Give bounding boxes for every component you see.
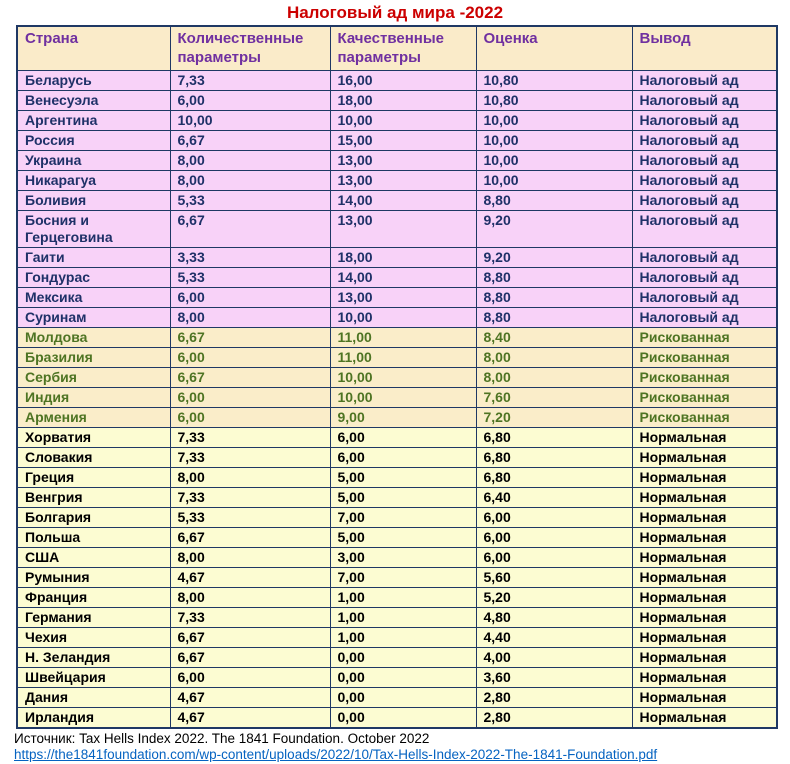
cell-qualitative: 3,00 xyxy=(330,548,476,568)
cell-score: 6,80 xyxy=(476,428,632,448)
table-row xyxy=(17,388,777,408)
cell-quantitative: 3,33 xyxy=(170,248,330,268)
cell-country: Швейцария xyxy=(17,668,170,688)
cell-verdict: Нормальная xyxy=(632,608,777,628)
table-row xyxy=(17,171,777,191)
cell-country: Ирландия xyxy=(17,708,170,729)
page-title: Налоговый ад мира -2022 xyxy=(286,3,504,22)
table-row xyxy=(17,688,777,708)
cell-verdict: Налоговый ад xyxy=(632,131,777,151)
cell-country: США xyxy=(17,548,170,568)
cell-verdict: Рискованная xyxy=(632,388,777,408)
cell-country: Чехия xyxy=(17,628,170,648)
cell-country: Франция xyxy=(17,588,170,608)
cell-verdict: Налоговый ад xyxy=(632,151,777,171)
cell-quantitative: 6,67 xyxy=(170,131,330,151)
cell-country: Словакия xyxy=(17,448,170,468)
cell-country: Молдова xyxy=(17,328,170,348)
cell-quantitative: 6,00 xyxy=(170,668,330,688)
cell-country: Венесуэла xyxy=(17,91,170,111)
cell-quantitative: 7,33 xyxy=(170,448,330,468)
cell-verdict: Налоговый ад xyxy=(632,288,777,308)
table-row xyxy=(17,588,777,608)
cell-qualitative: 10,00 xyxy=(330,388,476,408)
cell-quantitative: 10,00 xyxy=(170,111,330,131)
cell-quantitative: 8,00 xyxy=(170,468,330,488)
cell-qualitative: 0,00 xyxy=(330,688,476,708)
cell-quantitative: 7,33 xyxy=(170,428,330,448)
cell-verdict: Нормальная xyxy=(632,648,777,668)
cell-country: Н. Зеландия xyxy=(17,648,170,668)
cell-verdict: Налоговый ад xyxy=(632,171,777,191)
cell-country: Суринам xyxy=(17,308,170,328)
cell-qualitative: 6,00 xyxy=(330,448,476,468)
cell-quantitative: 7,33 xyxy=(170,71,330,91)
cell-qualitative: 1,00 xyxy=(330,608,476,628)
cell-qualitative: 0,00 xyxy=(330,668,476,688)
cell-score: 8,00 xyxy=(476,368,632,388)
table-row xyxy=(17,548,777,568)
cell-score: 10,00 xyxy=(476,111,632,131)
table-row xyxy=(17,528,777,548)
cell-verdict: Налоговый ад xyxy=(632,308,777,328)
cell-quantitative: 5,33 xyxy=(170,268,330,288)
cell-country: Сербия xyxy=(17,368,170,388)
source-link[interactable]: https://the1841foundation.com/wp-content/uploads/2022/10/Tax-Hells-Index-2022-The-1841-Foundation.pdf xyxy=(14,747,658,762)
cell-verdict: Нормальная xyxy=(632,568,777,588)
cell-qualitative: 6,00 xyxy=(330,428,476,448)
cell-country: Россия xyxy=(17,131,170,151)
cell-country: Индия xyxy=(17,388,170,408)
cell-score: 4,40 xyxy=(476,628,632,648)
cell-qualitative: 13,00 xyxy=(330,288,476,308)
cell-score: 6,80 xyxy=(476,448,632,468)
cell-quantitative: 6,00 xyxy=(170,348,330,368)
cell-quantitative: 6,00 xyxy=(170,91,330,111)
cell-country: Бразилия xyxy=(17,348,170,368)
cell-quantitative: 6,67 xyxy=(170,368,330,388)
cell-score: 5,20 xyxy=(476,588,632,608)
cell-verdict: Нормальная xyxy=(632,448,777,468)
cell-score: 10,00 xyxy=(476,131,632,151)
cell-score: 6,00 xyxy=(476,548,632,568)
cell-quantitative: 6,67 xyxy=(170,328,330,348)
cell-verdict: Рискованная xyxy=(632,408,777,428)
cell-score: 6,00 xyxy=(476,508,632,528)
cell-verdict: Налоговый ад xyxy=(632,211,777,248)
table-row xyxy=(17,91,777,111)
cell-qualitative: 10,00 xyxy=(330,308,476,328)
cell-score: 2,80 xyxy=(476,688,632,708)
table-row xyxy=(17,668,777,688)
cell-verdict: Нормальная xyxy=(632,488,777,508)
cell-qualitative: 0,00 xyxy=(330,708,476,729)
cell-qualitative: 1,00 xyxy=(330,588,476,608)
cell-score: 8,00 xyxy=(476,348,632,368)
cell-score: 6,40 xyxy=(476,488,632,508)
col-header-country: Страна xyxy=(17,26,170,71)
cell-verdict: Рискованная xyxy=(632,328,777,348)
table-row xyxy=(17,131,777,151)
table-row xyxy=(17,448,777,468)
table-header xyxy=(17,26,777,71)
cell-quantitative: 6,67 xyxy=(170,648,330,668)
col-header-verdict: Вывод xyxy=(632,26,777,71)
table-row xyxy=(17,428,777,448)
cell-qualitative: 10,00 xyxy=(330,368,476,388)
table-row xyxy=(17,71,777,91)
cell-verdict: Нормальная xyxy=(632,588,777,608)
table-row xyxy=(17,328,777,348)
table-row xyxy=(17,628,777,648)
table-row xyxy=(17,368,777,388)
cell-qualitative: 15,00 xyxy=(330,131,476,151)
cell-country: Никарагуа xyxy=(17,171,170,191)
cell-quantitative: 6,67 xyxy=(170,528,330,548)
table-row xyxy=(17,248,777,268)
cell-score: 10,00 xyxy=(476,171,632,191)
cell-score: 10,80 xyxy=(476,91,632,111)
cell-qualitative: 5,00 xyxy=(330,488,476,508)
cell-verdict: Нормальная xyxy=(632,548,777,568)
cell-qualitative: 11,00 xyxy=(330,328,476,348)
table-row xyxy=(17,111,777,131)
cell-score: 8,80 xyxy=(476,308,632,328)
cell-qualitative: 16,00 xyxy=(330,71,476,91)
cell-quantitative: 6,00 xyxy=(170,408,330,428)
table-row xyxy=(17,468,777,488)
cell-country: Польша xyxy=(17,528,170,548)
cell-score: 3,60 xyxy=(476,668,632,688)
cell-country: Гаити xyxy=(17,248,170,268)
cell-score: 9,20 xyxy=(476,248,632,268)
cell-verdict: Нормальная xyxy=(632,468,777,488)
cell-country: Мексика xyxy=(17,288,170,308)
cell-quantitative: 4,67 xyxy=(170,568,330,588)
cell-verdict: Нормальная xyxy=(632,688,777,708)
cell-country: Украина xyxy=(17,151,170,171)
cell-score: 5,60 xyxy=(476,568,632,588)
table-row xyxy=(17,568,777,588)
col-header-qualitative: Качественные параметры xyxy=(330,26,476,71)
cell-verdict: Налоговый ад xyxy=(632,191,777,211)
table-row xyxy=(17,268,777,288)
footer xyxy=(14,731,790,764)
cell-verdict: Налоговый ад xyxy=(632,91,777,111)
cell-qualitative: 1,00 xyxy=(330,628,476,648)
cell-verdict: Налоговый ад xyxy=(632,248,777,268)
cell-verdict: Налоговый ад xyxy=(632,111,777,131)
cell-qualitative: 13,00 xyxy=(330,151,476,171)
cell-country: Греция xyxy=(17,468,170,488)
cell-qualitative: 18,00 xyxy=(330,248,476,268)
cell-verdict: Рискованная xyxy=(632,348,777,368)
cell-quantitative: 8,00 xyxy=(170,171,330,191)
cell-verdict: Нормальная xyxy=(632,668,777,688)
cell-country: Босния и Герцеговина xyxy=(17,211,170,248)
cell-qualitative: 5,00 xyxy=(330,468,476,488)
table-body xyxy=(17,71,777,729)
cell-verdict: Нормальная xyxy=(632,708,777,729)
cell-score: 8,40 xyxy=(476,328,632,348)
cell-quantitative: 4,67 xyxy=(170,688,330,708)
cell-verdict: Рискованная xyxy=(632,368,777,388)
cell-country: Румыния xyxy=(17,568,170,588)
cell-verdict: Нормальная xyxy=(632,628,777,648)
cell-quantitative: 5,33 xyxy=(170,191,330,211)
cell-quantitative: 4,67 xyxy=(170,708,330,729)
cell-verdict: Нормальная xyxy=(632,508,777,528)
cell-qualitative: 14,00 xyxy=(330,268,476,288)
table-row xyxy=(17,211,777,248)
table-row xyxy=(17,151,777,171)
cell-quantitative: 8,00 xyxy=(170,588,330,608)
table-row xyxy=(17,191,777,211)
cell-qualitative: 11,00 xyxy=(330,348,476,368)
col-header-quantitative: Количественные параметры xyxy=(170,26,330,71)
cell-quantitative: 8,00 xyxy=(170,151,330,171)
cell-country: Армения xyxy=(17,408,170,428)
cell-quantitative: 8,00 xyxy=(170,548,330,568)
table-row xyxy=(17,608,777,628)
cell-country: Германия xyxy=(17,608,170,628)
cell-qualitative: 13,00 xyxy=(330,171,476,191)
table-row xyxy=(17,288,777,308)
table-row xyxy=(17,488,777,508)
cell-quantitative: 7,33 xyxy=(170,488,330,508)
cell-score: 8,80 xyxy=(476,288,632,308)
cell-country: Гондурас xyxy=(17,268,170,288)
cell-quantitative: 5,33 xyxy=(170,508,330,528)
cell-country: Боливия xyxy=(17,191,170,211)
cell-score: 8,80 xyxy=(476,191,632,211)
cell-score: 7,20 xyxy=(476,408,632,428)
cell-verdict: Налоговый ад xyxy=(632,71,777,91)
cell-score: 10,00 xyxy=(476,151,632,171)
cell-quantitative: 6,00 xyxy=(170,288,330,308)
table-row xyxy=(17,508,777,528)
cell-score: 9,20 xyxy=(476,211,632,248)
table-row xyxy=(17,708,777,729)
cell-qualitative: 9,00 xyxy=(330,408,476,428)
cell-country: Венгрия xyxy=(17,488,170,508)
source-text: Источник: Tax Hells Index 2022. The 1841 Foundation. October 2022 xyxy=(14,731,430,746)
table-row xyxy=(17,308,777,328)
cell-country: Аргентина xyxy=(17,111,170,131)
cell-qualitative: 13,00 xyxy=(330,211,476,248)
cell-country: Дания xyxy=(17,688,170,708)
cell-country: Беларусь xyxy=(17,71,170,91)
cell-score: 8,80 xyxy=(476,268,632,288)
cell-qualitative: 7,00 xyxy=(330,508,476,528)
cell-qualitative: 18,00 xyxy=(330,91,476,111)
cell-score: 4,00 xyxy=(476,648,632,668)
cell-quantitative: 8,00 xyxy=(170,308,330,328)
cell-quantitative: 7,33 xyxy=(170,608,330,628)
cell-score: 2,80 xyxy=(476,708,632,729)
cell-score: 4,80 xyxy=(476,608,632,628)
cell-score: 10,80 xyxy=(476,71,632,91)
cell-verdict: Нормальная xyxy=(632,428,777,448)
table-row xyxy=(17,648,777,668)
cell-score: 7,60 xyxy=(476,388,632,408)
cell-quantitative: 6,67 xyxy=(170,628,330,648)
page xyxy=(0,3,790,762)
cell-quantitative: 6,00 xyxy=(170,388,330,408)
cell-qualitative: 0,00 xyxy=(330,648,476,668)
tax-hell-table xyxy=(16,25,778,729)
cell-quantitative: 6,67 xyxy=(170,211,330,248)
cell-country: Хорватия xyxy=(17,428,170,448)
cell-verdict: Нормальная xyxy=(632,528,777,548)
cell-qualitative: 10,00 xyxy=(330,111,476,131)
cell-score: 6,80 xyxy=(476,468,632,488)
table-row xyxy=(17,408,777,428)
cell-score: 6,00 xyxy=(476,528,632,548)
cell-country: Болгария xyxy=(17,508,170,528)
cell-verdict: Налоговый ад xyxy=(632,268,777,288)
header-row xyxy=(17,26,777,71)
table-row xyxy=(17,348,777,368)
cell-qualitative: 5,00 xyxy=(330,528,476,548)
cell-qualitative: 7,00 xyxy=(330,568,476,588)
col-header-score: Оценка xyxy=(476,26,632,71)
cell-qualitative: 14,00 xyxy=(330,191,476,211)
